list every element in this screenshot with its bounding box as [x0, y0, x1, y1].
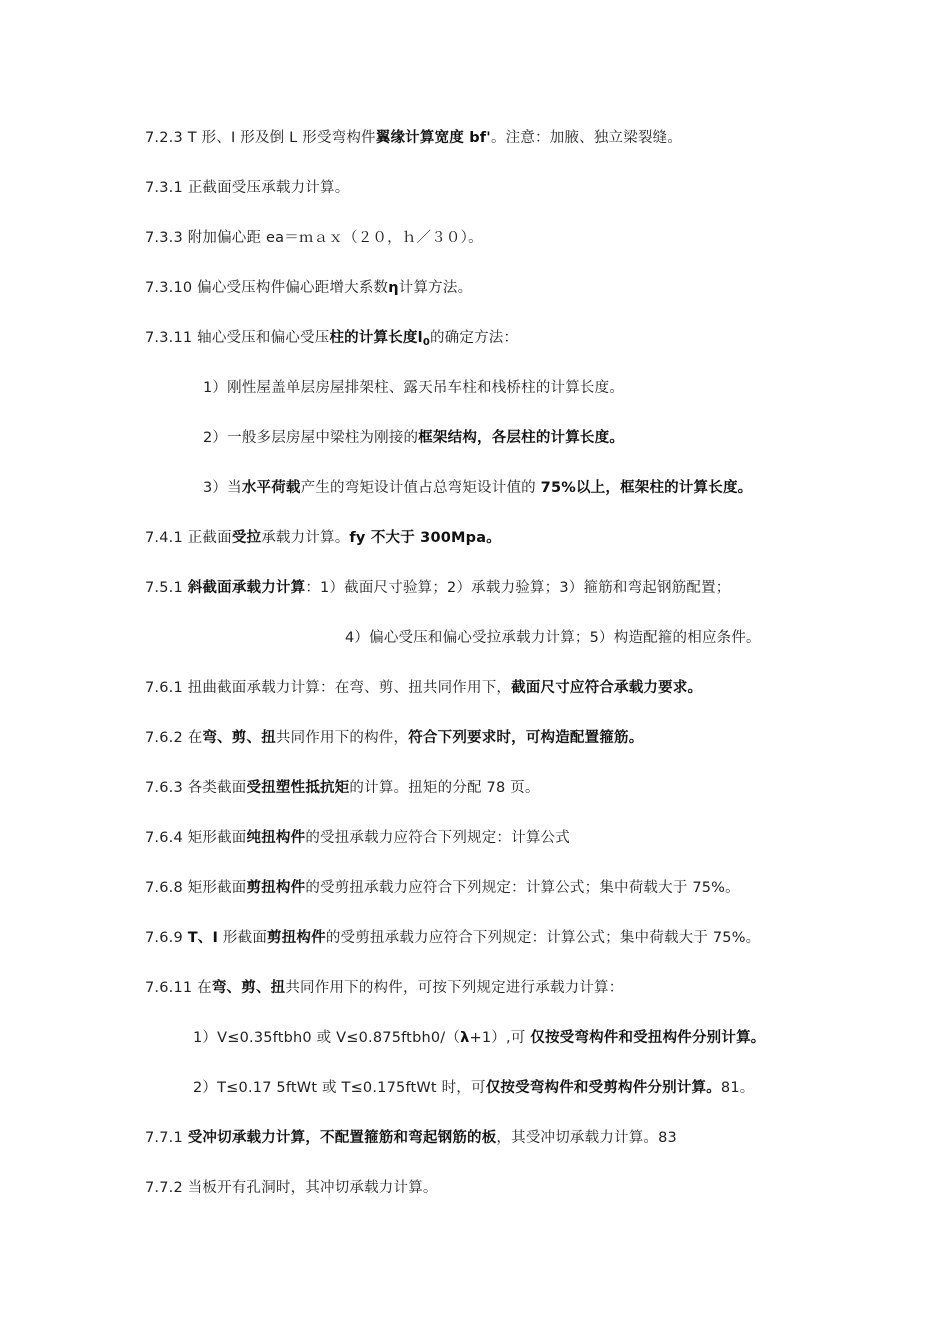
bold-segment: 柱的计算长度l: [329, 330, 423, 346]
text-segment: +1）,可: [469, 1030, 531, 1046]
bold-segment: 75%以上，框架柱的计算长度。: [540, 480, 753, 496]
text-segment: ，其受冲切承载力计算。83: [496, 1130, 677, 1146]
text-line: [203, 428, 624, 448]
text-line: [145, 228, 483, 248]
text-segment: 7.5.1: [145, 580, 188, 596]
text-line: [145, 878, 740, 898]
text-line: [145, 1128, 677, 1148]
text-line: [145, 178, 349, 198]
text-segment: 7.3.1 正截面受压承载力计算。: [145, 180, 350, 196]
text-line: [145, 278, 472, 298]
text-segment: 7.6.4 矩形截面: [145, 830, 247, 846]
text-line: [145, 728, 643, 748]
text-segment: 7.6.8 矩形截面: [145, 880, 247, 896]
text-line: [145, 328, 518, 353]
bold-segment: η: [388, 280, 399, 296]
text-segment: 产生的弯矩设计值占总弯矩设计值的: [300, 480, 541, 496]
text-segment: 3）当: [203, 480, 242, 496]
text-segment: 的确定方法：: [429, 330, 519, 346]
text-line: [203, 378, 624, 398]
text-line: [145, 578, 731, 598]
text-segment: 共同作用下的构件，可按下列规定进行承载力计算：: [285, 980, 624, 996]
bold-segment: 弯、剪、扭: [202, 730, 276, 746]
bold-segment: 0: [422, 337, 430, 348]
text-segment: 81。: [720, 1080, 755, 1096]
text-line: [145, 678, 702, 698]
text-segment: 的受剪扭承载力应符合下列规定：计算公式；集中荷载大于 75%。: [305, 880, 740, 896]
bold-segment: fy 不大于 300Mpa。: [349, 530, 501, 546]
bold-segment: 仅按受弯构件和受剪构件分别计算。: [485, 1080, 721, 1096]
text-segment: 7.6.3 各类截面: [145, 780, 247, 796]
bold-segment: 受冲切承载力计算，不配置箍筋和弯起钢筋的板: [187, 1130, 497, 1146]
text-segment: 7.2.3 T 形、I 形及倒 L 形受弯构件: [145, 130, 376, 146]
text-line: [145, 828, 570, 848]
text-segment: 7.7.1: [145, 1130, 188, 1146]
bold-segment: 受扭塑性抵抗矩: [246, 780, 350, 796]
text-segment: 7.7.2 当板开有孔洞时，其冲切承载力计算。: [145, 1180, 438, 1196]
text-segment: 7.6.2 在: [145, 730, 203, 746]
text-line: [145, 1178, 438, 1198]
text-segment: 计算方法。: [398, 280, 473, 296]
text-segment: 7.3.11 轴心受压和偏心受压: [145, 330, 330, 346]
text-line: [145, 128, 682, 148]
bold-segment: T、I: [187, 930, 219, 946]
bold-segment: 框架结构，各层柱的计算长度。: [418, 430, 625, 446]
text-segment: 7.3.10 偏心受压构件偏心距增大系数: [145, 280, 389, 296]
text-line: [145, 928, 760, 948]
bold-segment: 符合下列要求时，可构造配置箍筋。: [408, 730, 644, 746]
text-segment: 。注意：加腋、独立梁裂缝。: [490, 130, 683, 146]
bold-segment: 截面尺寸应符合承载力要求。: [511, 680, 703, 696]
text-line: [193, 1028, 765, 1048]
text-segment: 7.6.11 在: [145, 980, 212, 996]
text-segment: 的计算。扭矩的分配 78 页。: [349, 780, 540, 796]
bold-segment: 斜截面承载力计算: [187, 580, 306, 596]
text-segment: 7.3.3 附加偏心距 ea＝ｍａｘ（２０，ｈ／３０）。: [145, 230, 483, 246]
text-segment: 7.4.1 正截面: [145, 530, 232, 546]
text-segment: 的受扭承载力应符合下列规定：计算公式: [305, 830, 570, 846]
text-line: [145, 528, 501, 548]
text-segment: 7.6.1 扭曲截面承载力计算：在弯、剪、扭共同作用下，: [145, 680, 512, 696]
bold-segment: 剪扭构件: [267, 930, 326, 946]
bold-segment: 受拉: [231, 530, 262, 546]
text-line: [203, 478, 752, 498]
bold-segment: 纯扭构件: [246, 830, 306, 846]
text-segment: 承载力计算。: [261, 530, 350, 546]
text-segment: 2）T≤0.17 5ftWt 或 T≤0.175ftWt 时，可: [193, 1080, 486, 1096]
text-segment: 形截面: [218, 930, 268, 946]
text-line: [193, 1078, 754, 1098]
bold-segment: 弯、剪、扭: [211, 980, 286, 996]
text-segment: ：1）截面尺寸验算；2）承载力验算；3）箍筋和弯起钢筋配置；: [305, 580, 731, 596]
text-line: [145, 978, 623, 998]
bold-segment: 剪扭构件: [246, 880, 306, 896]
bold-segment: λ: [460, 1030, 470, 1046]
text-segment: 的受剪扭承载力应符合下列规定：计算公式；集中荷载大于 75%。: [325, 930, 761, 946]
bold-segment: 翼缘计算宽度 bf': [375, 130, 491, 146]
text-segment: 1）V≤0.35ftbh0 或 V≤0.875ftbh0/（: [193, 1030, 461, 1046]
bold-segment: 水平荷载: [241, 480, 301, 496]
text-line: [145, 778, 540, 798]
text-segment: 4）偏心受压和偏心受拉承载力计算；5）构造配箍的相应条件。: [345, 630, 761, 646]
text-line: [345, 628, 761, 648]
text-segment: 2）一般多层房屋中梁柱为刚接的: [203, 430, 419, 446]
bold-segment: 仅按受弯构件和受扭构件分别计算。: [530, 1030, 766, 1046]
text-segment: 7.6.9: [145, 930, 188, 946]
text-segment: 1）刚性屋盖单层房屋排架柱、露天吊车柱和栈桥柱的计算长度。: [203, 380, 625, 396]
text-segment: 共同作用下的构件，: [275, 730, 409, 746]
